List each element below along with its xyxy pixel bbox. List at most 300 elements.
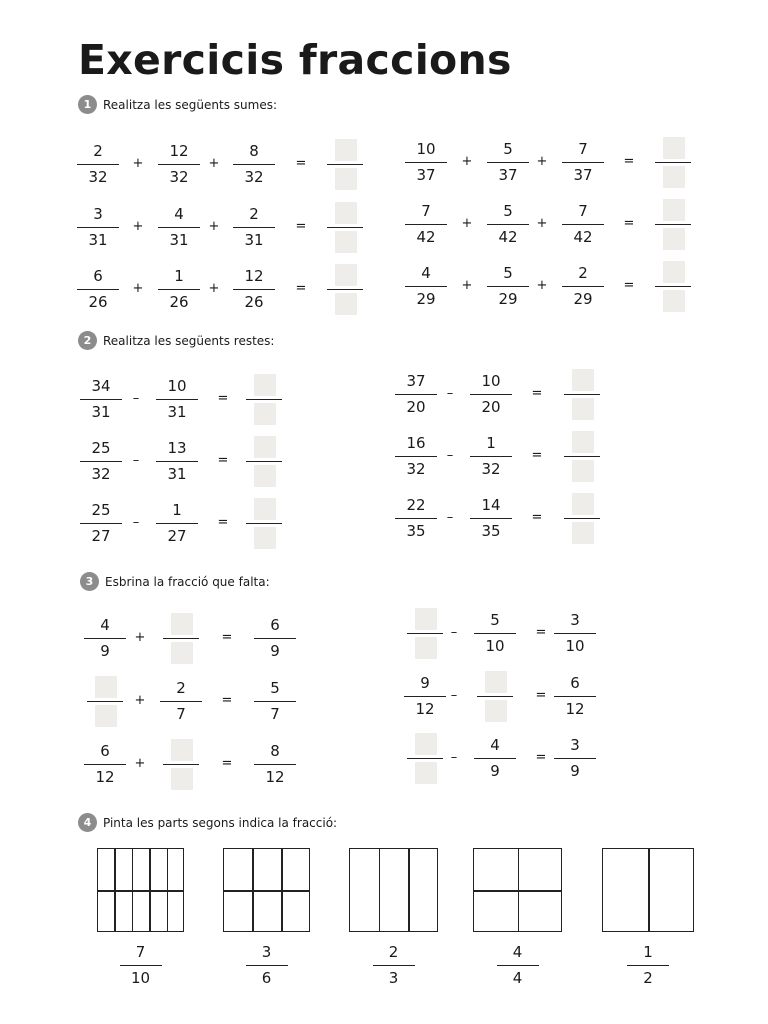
numerator-answer-cell[interactable] <box>663 137 685 159</box>
section-1-heading <box>78 95 277 114</box>
denominator: 10 <box>485 637 505 655</box>
numerator-answer-cell[interactable] <box>485 671 507 693</box>
denominator: 32 <box>91 465 111 483</box>
fraction-grid[interactable] <box>602 848 694 932</box>
denominator-answer-cell[interactable] <box>415 637 437 659</box>
answer-box[interactable] <box>564 369 600 421</box>
fraction <box>395 370 437 420</box>
denominator: 12 <box>265 768 285 786</box>
denominator-answer-cell[interactable] <box>663 166 685 188</box>
fraction-bar <box>160 701 202 702</box>
numerator: 16 <box>406 434 426 452</box>
fraction <box>233 265 275 315</box>
answer-box[interactable] <box>246 498 282 550</box>
plus-sign: + <box>461 154 473 169</box>
numerator: 12 <box>169 142 189 160</box>
fraction-bar <box>562 162 604 163</box>
fraction-bar <box>156 399 198 400</box>
denominator: 31 <box>169 231 189 249</box>
denominator: 29 <box>498 290 518 308</box>
numerator: 6 <box>570 674 580 692</box>
page-title: Exercicis fraccions <box>78 36 512 84</box>
fraction-bar <box>627 965 669 966</box>
fraction-bar <box>564 456 600 457</box>
fraction-bar <box>554 633 596 634</box>
plus-sign: + <box>132 219 144 234</box>
fraction-bar <box>254 764 296 765</box>
fraction-bar <box>77 227 119 228</box>
fraction-bar <box>327 289 363 290</box>
fraction <box>497 941 539 991</box>
minus-sign: – <box>446 386 454 401</box>
fraction-bar <box>158 227 200 228</box>
denominator: 9 <box>100 642 110 660</box>
fraction-bar <box>497 965 539 966</box>
fraction <box>156 437 198 487</box>
numerator: 5 <box>503 264 513 282</box>
grid-divider <box>408 849 410 931</box>
fraction-bar <box>84 764 126 765</box>
fraction <box>84 740 126 790</box>
fraction-bar <box>655 286 691 287</box>
fraction <box>156 499 198 549</box>
fraction <box>405 200 447 250</box>
denominator: 6 <box>261 969 272 987</box>
equals-sign: = <box>623 216 635 231</box>
equals-sign: = <box>295 219 307 234</box>
fraction-bar <box>474 758 516 759</box>
answer-box[interactable] <box>327 264 363 316</box>
fraction-bar <box>487 162 529 163</box>
fraction-bar <box>156 461 198 462</box>
numerator: 25 <box>91 501 111 519</box>
numerator: 1 <box>643 943 653 961</box>
answer-box[interactable] <box>655 261 691 313</box>
answer-box[interactable] <box>564 431 600 483</box>
fraction-bar <box>373 965 415 966</box>
plus-sign: + <box>134 630 146 645</box>
fraction <box>84 614 126 664</box>
numerator: 3 <box>570 736 580 754</box>
numerator: 6 <box>100 742 110 760</box>
fraction-bar <box>405 224 447 225</box>
fraction-grid[interactable] <box>473 848 562 932</box>
numerator: 6 <box>270 616 280 634</box>
answer-box[interactable] <box>246 374 282 426</box>
minus-sign: – <box>450 750 458 765</box>
numerator: 7 <box>135 943 146 961</box>
numerator: 14 <box>481 496 501 514</box>
fraction-bar <box>554 758 596 759</box>
fraction-bar <box>80 523 122 524</box>
fraction <box>233 140 275 190</box>
numerator: 3 <box>570 611 580 629</box>
numerator: 4 <box>100 616 110 634</box>
fraction-bar <box>87 701 123 702</box>
numerator: 7 <box>578 140 588 158</box>
answer-box[interactable] <box>246 436 282 488</box>
fraction <box>254 740 296 790</box>
fraction <box>80 499 122 549</box>
denominator: 32 <box>244 168 264 186</box>
section-2-heading <box>78 331 274 350</box>
numerator: 8 <box>270 742 280 760</box>
denominator-answer-cell[interactable] <box>335 168 357 190</box>
denominator: 12 <box>415 700 435 718</box>
answer-box[interactable] <box>163 739 199 791</box>
fraction-grid[interactable] <box>349 848 438 932</box>
denominator-answer-cell[interactable] <box>335 231 357 253</box>
numerator: 5 <box>490 611 500 629</box>
fraction-bar <box>80 399 122 400</box>
equals-sign: = <box>217 453 229 468</box>
equals-sign: = <box>221 756 233 771</box>
fraction <box>373 941 415 991</box>
equals-sign: = <box>531 386 543 401</box>
denominator: 31 <box>167 465 187 483</box>
fraction <box>158 203 200 253</box>
numerator: 2 <box>578 264 588 282</box>
numerator: 3 <box>93 205 103 223</box>
plus-sign: + <box>461 278 473 293</box>
fraction <box>554 609 596 659</box>
fraction <box>158 265 200 315</box>
fraction-bar <box>470 456 512 457</box>
fraction-grid[interactable] <box>223 848 310 932</box>
numerator-answer-cell[interactable] <box>415 608 437 630</box>
numerator-answer-cell[interactable] <box>415 733 437 755</box>
numerator: 1 <box>174 267 184 285</box>
denominator-answer-cell[interactable] <box>572 460 594 482</box>
denominator: 31 <box>91 403 111 421</box>
numerator: 3 <box>261 943 272 961</box>
denominator: 37 <box>416 166 436 184</box>
fraction-bar <box>655 224 691 225</box>
numerator: 9 <box>420 674 430 692</box>
answer-box[interactable] <box>655 199 691 251</box>
fraction-bar <box>487 286 529 287</box>
answer-box[interactable] <box>407 608 443 660</box>
denominator: 7 <box>176 705 186 723</box>
minus-sign: – <box>132 391 140 406</box>
fraction-bar <box>655 162 691 163</box>
plus-sign: + <box>132 281 144 296</box>
denominator: 35 <box>481 522 501 540</box>
numerator: 4 <box>490 736 500 754</box>
fraction-bar <box>395 518 437 519</box>
plus-sign: + <box>208 281 220 296</box>
fraction-bar <box>233 227 275 228</box>
fraction <box>554 734 596 784</box>
answer-box[interactable] <box>327 139 363 191</box>
denominator: 20 <box>481 398 501 416</box>
fraction-bar <box>564 518 600 519</box>
fraction <box>80 375 122 425</box>
fraction-bar <box>562 286 604 287</box>
section-number-badge: 3 <box>80 572 99 591</box>
section-instruction: Realitza les següents restes: <box>103 333 275 348</box>
fraction <box>77 140 119 190</box>
denominator: 37 <box>498 166 518 184</box>
numerator-answer-cell[interactable] <box>572 369 594 391</box>
numerator-answer-cell[interactable] <box>663 261 685 283</box>
equals-sign: = <box>531 448 543 463</box>
equals-sign: = <box>295 281 307 296</box>
fraction <box>395 432 437 482</box>
fraction-bar <box>246 523 282 524</box>
fraction <box>470 494 512 544</box>
fraction-bar <box>327 227 363 228</box>
grid-divider <box>474 890 561 892</box>
equals-sign: = <box>221 630 233 645</box>
grid-divider <box>224 890 309 892</box>
fraction-bar <box>233 164 275 165</box>
denominator: 37 <box>573 166 593 184</box>
numerator: 2 <box>176 679 186 697</box>
denominator: 32 <box>406 460 426 478</box>
fraction <box>562 138 604 188</box>
denominator: 42 <box>498 228 518 246</box>
numerator: 4 <box>512 943 523 961</box>
fraction <box>470 432 512 482</box>
minus-sign: – <box>132 515 140 530</box>
denominator-answer-cell[interactable] <box>663 228 685 250</box>
equals-sign: = <box>535 625 547 640</box>
fraction <box>246 941 288 991</box>
section-number-badge: 4 <box>78 813 97 832</box>
fraction <box>156 375 198 425</box>
equals-sign: = <box>221 693 233 708</box>
fraction-bar <box>120 965 162 966</box>
numerator-answer-cell[interactable] <box>572 431 594 453</box>
fraction-bar <box>395 456 437 457</box>
fraction-bar <box>474 633 516 634</box>
equals-sign: = <box>295 156 307 171</box>
fraction-bar <box>327 164 363 165</box>
plus-sign: + <box>132 156 144 171</box>
fraction-bar <box>470 518 512 519</box>
numerator: 4 <box>174 205 184 223</box>
fraction <box>405 138 447 188</box>
numerator-answer-cell[interactable] <box>254 436 276 458</box>
fraction-bar <box>77 164 119 165</box>
numerator-answer-cell[interactable] <box>335 139 357 161</box>
numerator-answer-cell[interactable] <box>95 676 117 698</box>
numerator: 1 <box>172 501 182 519</box>
denominator: 12 <box>565 700 585 718</box>
equals-sign: = <box>535 750 547 765</box>
fraction <box>160 677 202 727</box>
fraction-bar <box>233 289 275 290</box>
numerator: 2 <box>93 142 103 160</box>
fraction <box>120 941 162 991</box>
numerator-answer-cell[interactable] <box>663 199 685 221</box>
answer-box[interactable] <box>327 202 363 254</box>
denominator-answer-cell[interactable] <box>171 768 193 790</box>
numerator: 7 <box>578 202 588 220</box>
grid-divider <box>98 890 183 892</box>
denominator-answer-cell[interactable] <box>572 522 594 544</box>
numerator: 5 <box>270 679 280 697</box>
answer-box[interactable] <box>655 137 691 189</box>
numerator: 34 <box>91 377 111 395</box>
denominator: 32 <box>169 168 189 186</box>
fraction <box>562 262 604 312</box>
numerator-answer-cell[interactable] <box>171 613 193 635</box>
denominator: 27 <box>167 527 187 545</box>
fraction <box>487 138 529 188</box>
equals-sign: = <box>623 154 635 169</box>
fraction-bar <box>407 633 443 634</box>
section-instruction: Realitza les següents sumes: <box>103 97 277 112</box>
denominator-answer-cell[interactable] <box>415 762 437 784</box>
denominator: 26 <box>169 293 189 311</box>
fraction <box>474 609 516 659</box>
fraction <box>77 203 119 253</box>
section-instruction: Esbrina la fracció que falta: <box>105 574 270 589</box>
denominator: 31 <box>244 231 264 249</box>
fraction-bar <box>158 289 200 290</box>
denominator: 3 <box>388 969 399 987</box>
denominator: 7 <box>270 705 280 723</box>
minus-sign: – <box>450 625 458 640</box>
fraction <box>487 200 529 250</box>
denominator-answer-cell[interactable] <box>254 527 276 549</box>
fraction-bar <box>84 638 126 639</box>
denominator-answer-cell[interactable] <box>572 398 594 420</box>
equals-sign: = <box>535 688 547 703</box>
numerator-answer-cell[interactable] <box>171 739 193 761</box>
equals-sign: = <box>623 278 635 293</box>
fraction-bar <box>405 286 447 287</box>
fraction-grid[interactable] <box>97 848 184 932</box>
denominator-answer-cell[interactable] <box>254 403 276 425</box>
fraction-bar <box>80 461 122 462</box>
fraction <box>404 672 446 722</box>
fraction <box>158 140 200 190</box>
answer-box[interactable] <box>477 671 513 723</box>
plus-sign: + <box>536 154 548 169</box>
denominator: 29 <box>573 290 593 308</box>
denominator: 29 <box>416 290 436 308</box>
equals-sign: = <box>217 391 229 406</box>
fraction-bar <box>158 164 200 165</box>
fraction-bar <box>405 162 447 163</box>
numerator-answer-cell[interactable] <box>572 493 594 515</box>
numerator: 5 <box>503 140 513 158</box>
section-number-badge: 1 <box>78 95 97 114</box>
fraction <box>77 265 119 315</box>
numerator: 10 <box>481 372 501 390</box>
numerator: 10 <box>416 140 436 158</box>
fraction <box>395 494 437 544</box>
fraction <box>474 734 516 784</box>
answer-box[interactable] <box>163 613 199 665</box>
fraction-bar <box>564 394 600 395</box>
section-instruction: Pinta les parts segons indica la fracció: <box>103 815 338 830</box>
denominator-answer-cell[interactable] <box>95 705 117 727</box>
numerator: 22 <box>406 496 426 514</box>
plus-sign: + <box>134 693 146 708</box>
minus-sign: – <box>446 448 454 463</box>
fraction-bar <box>487 224 529 225</box>
grid-divider <box>648 849 650 931</box>
denominator-answer-cell[interactable] <box>171 642 193 664</box>
answer-box[interactable] <box>407 733 443 785</box>
fraction-bar <box>407 758 443 759</box>
denominator: 26 <box>244 293 264 311</box>
denominator: 32 <box>481 460 501 478</box>
grid-divider <box>379 849 381 931</box>
denominator: 2 <box>643 969 653 987</box>
equals-sign: = <box>531 510 543 525</box>
plus-sign: + <box>208 219 220 234</box>
denominator: 9 <box>490 762 500 780</box>
denominator: 4 <box>512 969 523 987</box>
fraction <box>627 941 669 991</box>
answer-box[interactable] <box>564 493 600 545</box>
numerator: 12 <box>244 267 264 285</box>
numerator: 7 <box>421 202 431 220</box>
denominator: 20 <box>406 398 426 416</box>
numerator-answer-cell[interactable] <box>254 498 276 520</box>
numerator: 13 <box>167 439 187 457</box>
denominator-answer-cell[interactable] <box>335 293 357 315</box>
fraction <box>80 437 122 487</box>
minus-sign: – <box>446 510 454 525</box>
denominator: 10 <box>130 969 151 987</box>
numerator: 1 <box>486 434 496 452</box>
section-number-badge: 2 <box>78 331 97 350</box>
numerator: 2 <box>249 205 259 223</box>
plus-sign: + <box>536 278 548 293</box>
denominator: 31 <box>88 231 108 249</box>
fraction-bar <box>395 394 437 395</box>
fraction <box>233 203 275 253</box>
fraction-bar <box>156 523 198 524</box>
fraction-bar <box>404 696 446 697</box>
equals-sign: = <box>217 515 229 530</box>
numerator-answer-cell[interactable] <box>335 202 357 224</box>
numerator-answer-cell[interactable] <box>254 374 276 396</box>
numerator: 10 <box>167 377 187 395</box>
denominator: 9 <box>570 762 580 780</box>
fraction-bar <box>554 696 596 697</box>
fraction <box>554 672 596 722</box>
fraction <box>405 262 447 312</box>
minus-sign: – <box>132 453 140 468</box>
denominator-answer-cell[interactable] <box>663 290 685 312</box>
answer-box[interactable] <box>87 676 123 728</box>
plus-sign: + <box>536 216 548 231</box>
plus-sign: + <box>208 156 220 171</box>
numerator-answer-cell[interactable] <box>335 264 357 286</box>
numerator: 2 <box>388 943 399 961</box>
fraction <box>470 370 512 420</box>
fraction-bar <box>246 965 288 966</box>
denominator: 9 <box>270 642 280 660</box>
numerator: 4 <box>421 264 431 282</box>
denominator: 10 <box>565 637 585 655</box>
denominator-answer-cell[interactable] <box>485 700 507 722</box>
denominator: 31 <box>167 403 187 421</box>
fraction-bar <box>254 701 296 702</box>
denominator-answer-cell[interactable] <box>254 465 276 487</box>
fraction-bar <box>470 394 512 395</box>
numerator: 8 <box>249 142 259 160</box>
plus-sign: + <box>134 756 146 771</box>
fraction <box>254 614 296 664</box>
